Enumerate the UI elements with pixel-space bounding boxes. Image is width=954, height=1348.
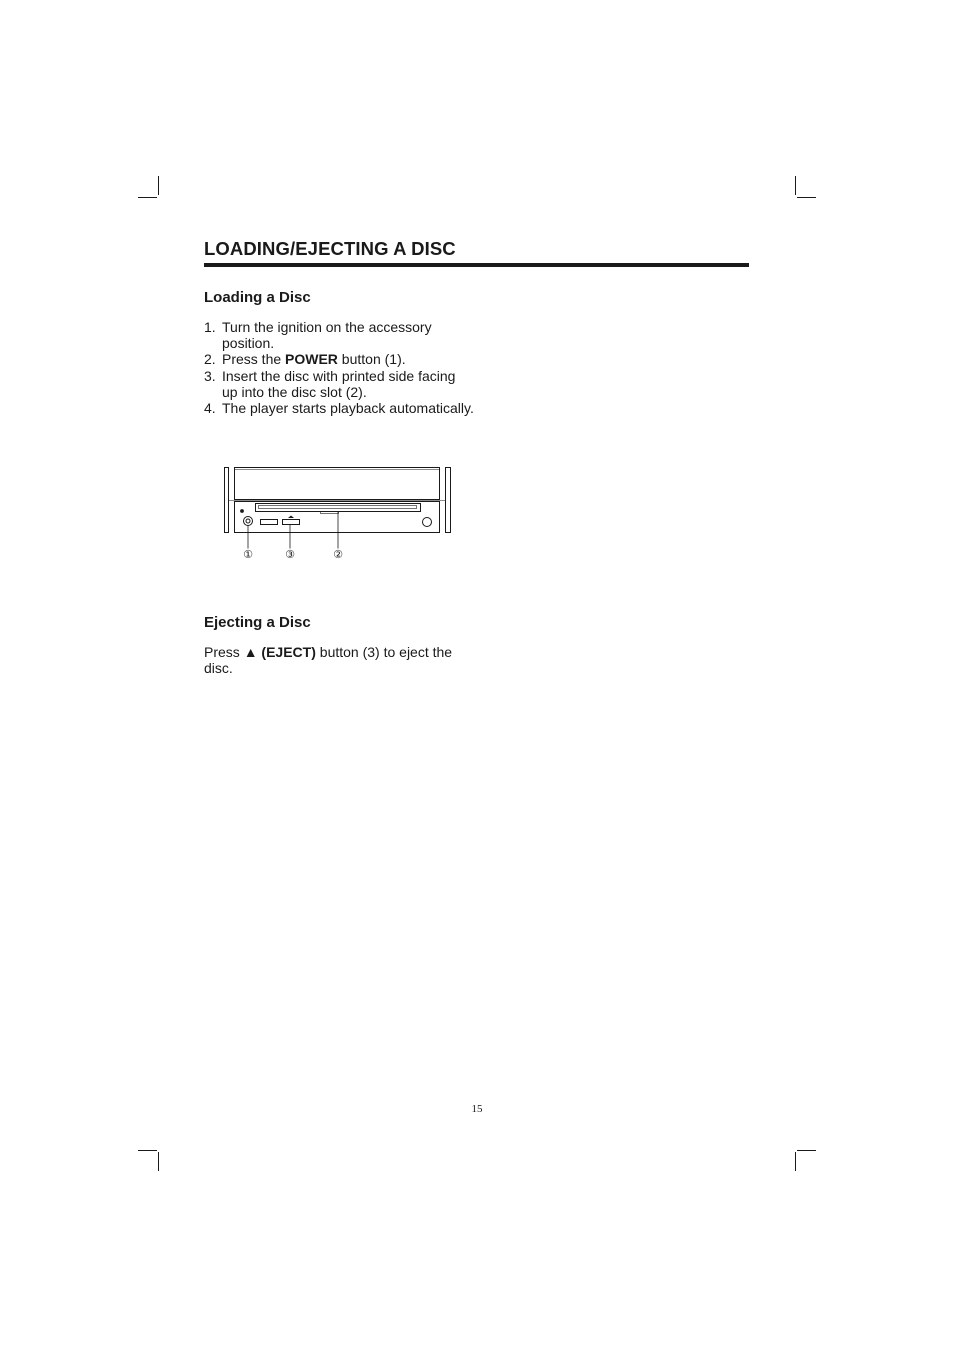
- crop-mark: [795, 176, 796, 195]
- step-text: [222, 351, 474, 367]
- loading-steps: [204, 319, 474, 416]
- ejecting-heading: Ejecting a Disc: [204, 614, 311, 631]
- eject-button: [283, 520, 300, 525]
- panel-button: [261, 520, 278, 525]
- step-text: Turn the ignition on the accessory position.: [222, 319, 432, 352]
- disc-slot: [256, 504, 421, 512]
- panel-body: [235, 502, 440, 533]
- loading-heading: Loading a Disc: [204, 289, 311, 306]
- list-item: [204, 368, 474, 400]
- list-item: [204, 351, 474, 367]
- step-text-pre: Press the: [222, 351, 286, 368]
- crop-mark: [158, 1152, 159, 1171]
- title-rule: [204, 263, 749, 267]
- crop-mark: [138, 1150, 157, 1151]
- callout-slot: ②: [333, 548, 343, 561]
- knob: [423, 518, 432, 527]
- player-front-panel-figure: [222, 465, 458, 563]
- page-title: LOADING/EJECTING A DISC: [204, 238, 456, 259]
- ejecting-instructions: [204, 644, 474, 676]
- step-text-post: button (1).: [337, 351, 406, 368]
- crop-mark: [797, 197, 816, 198]
- indicator-dot: [241, 510, 244, 513]
- page-number: 15: [471, 1103, 483, 1115]
- step-number: 4.: [204, 400, 216, 417]
- power-button: [244, 517, 253, 526]
- step-text: The player starts playback automatically.: [222, 400, 474, 417]
- eject-icon: [288, 516, 294, 519]
- crop-mark: [797, 1150, 816, 1151]
- right-bracket: [446, 468, 451, 533]
- crop-mark: [795, 1152, 796, 1171]
- eject-text-post: button (3) to eject the disc.: [204, 644, 453, 677]
- eject-label: (EJECT): [257, 644, 316, 660]
- callout-power: ①: [243, 548, 253, 561]
- crop-mark: [158, 176, 159, 195]
- eject-icon: ▲: [243, 644, 258, 660]
- callout-eject: ③: [285, 548, 295, 561]
- power-label: POWER: [285, 351, 338, 368]
- list-item: [204, 319, 474, 351]
- step-number: 1.: [204, 319, 216, 335]
- step-number: 3.: [204, 367, 216, 384]
- left-bracket: [225, 468, 229, 533]
- eject-text-pre: Press: [204, 644, 244, 660]
- step-text: Insert the disc with printed side facing up into the disc slot (2).: [222, 367, 456, 400]
- monitor-housing: [235, 468, 440, 500]
- step-number: 2.: [204, 351, 216, 368]
- list-item: [204, 400, 474, 416]
- crop-mark: [138, 197, 157, 198]
